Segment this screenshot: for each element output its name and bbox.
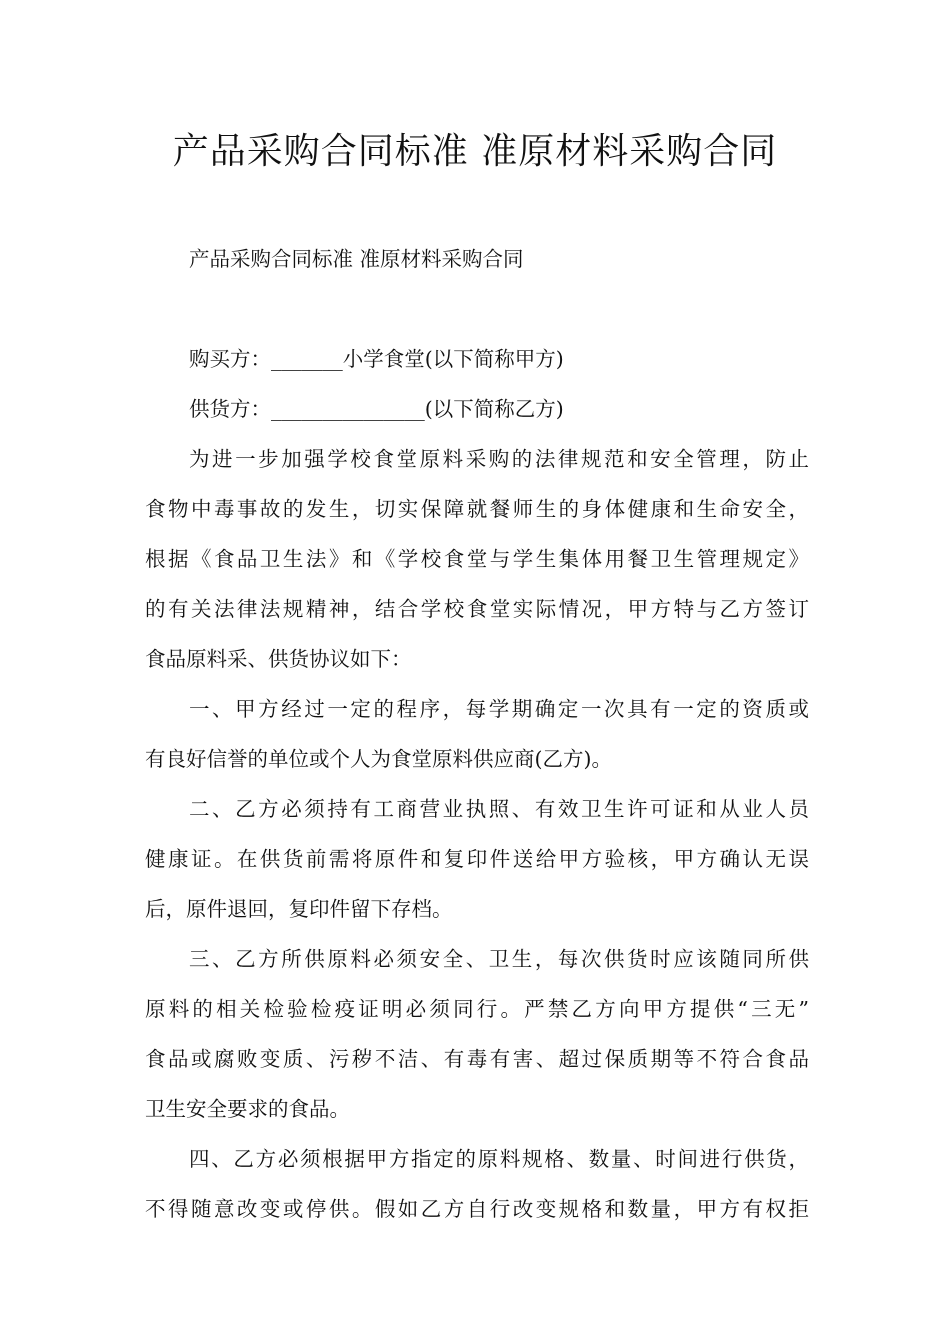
clause-two-line: 后，原件退回，复印件留下存档。 <box>145 897 453 921</box>
buyer-line: 购买方：_______小学食堂(以下简称甲方) <box>189 347 564 371</box>
clause-two-line: 二、乙方必须持有工商营业执照、有效卫生许可证和从业人员 <box>189 797 809 821</box>
clause-three-line: 三、乙方所供原料必须安全、卫生，每次供货时应该随同所供 <box>189 947 809 971</box>
clause-four-line: 不得随意改变或停供。假如乙方自行改变规格和数量，甲方有权拒 <box>145 1197 809 1221</box>
paragraph-line: 的有关法律法规精神，结合学校食堂实际情况，甲方特与乙方签订 <box>145 597 809 621</box>
clause-one-line: 一、甲方经过一定的程序，每学期确定一次具有一定的资质或 <box>189 697 809 721</box>
document-title: 产品采购合同标准 准原材料采购合同 <box>172 131 778 172</box>
clause-two-line: 健康证。在供货前需将原件和复印件送给甲方验核，甲方确认无误 <box>145 847 809 871</box>
clause-three-line: 原料的相关检验检疫证明必须同行。严禁乙方向甲方提供“三无” <box>145 997 809 1021</box>
supplier-line: 供货方：_______________(以下简称乙方) <box>189 397 564 421</box>
clause-four-line: 四、乙方必须根据甲方指定的原料规格、数量、时间进行供货， <box>189 1147 809 1171</box>
clause-three-line: 卫生安全要求的食品。 <box>145 1097 350 1121</box>
document-body <box>145 234 809 1234</box>
blank-line <box>145 284 809 334</box>
paragraph-line: 食物中毒事故的发生，切实保障就餐师生的身体健康和生命安全， <box>145 497 809 521</box>
document-subtitle: 产品采购合同标准 准原材料采购合同 <box>189 247 524 271</box>
paragraph-line: 根据《食品卫生法》和《学校食堂与学生集体用餐卫生管理规定》 <box>145 547 809 571</box>
clause-one-line: 有良好信誉的单位或个人为食堂原料供应商(乙方)。 <box>145 747 612 771</box>
clause-three-line: 食品或腐败变质、污秽不洁、有毒有害、超过保质期等不符合食品 <box>145 1047 809 1071</box>
paragraph-line: 为进一步加强学校食堂原料采购的法律规范和安全管理，防止 <box>189 447 809 471</box>
paragraph-line: 食品原料采、供货协议如下： <box>145 647 412 671</box>
